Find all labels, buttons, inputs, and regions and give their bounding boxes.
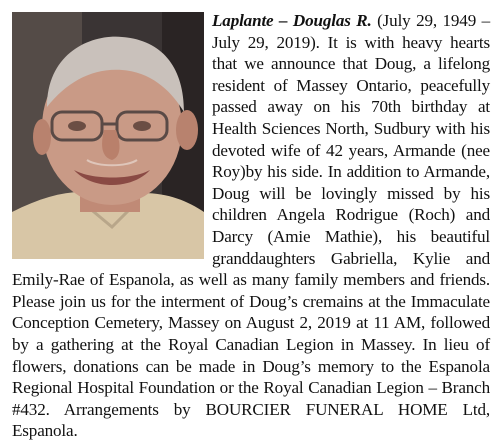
obituary-body: (July 29, 1949 – July 29, 2019). It is with heavy hearts that we announce that Doug, a lifelong resident of Massey Ontario, peacefully passed away on his 70th birthday at Health Sciences North, Sudbury with his devoted wife of 42 years, Armande (nee Roy)by his side. In addition to Armande, Doug will be lovingly missed by his children Angela Rodrigue (Roch) and Darcy (Amie Mathie), his beautiful granddaughters Gabriella, Kylie and Emily-Rae of Espanola, as well as many family members and friends. Please join us for the interment of Doug’s cremains at the Immaculate Conception Cemetery, Massey on August 2, 2019 at 11 AM, followed by a gathering at the Royal Canadian Legion in Massey. In lieu of flowers, donations can be made in Doug’s memory to the Espanola Regional Hospital Foundation or the Royal Canadian Legion – Branch #432. Arrangements by BOURCIER FUNERAL HOME Ltd, Espanola. <box>12 11 490 441</box>
deceased-name: Laplante – Douglas R. <box>212 11 372 30</box>
obituary-text <box>12 10 490 442</box>
photo-spacer <box>12 10 212 258</box>
